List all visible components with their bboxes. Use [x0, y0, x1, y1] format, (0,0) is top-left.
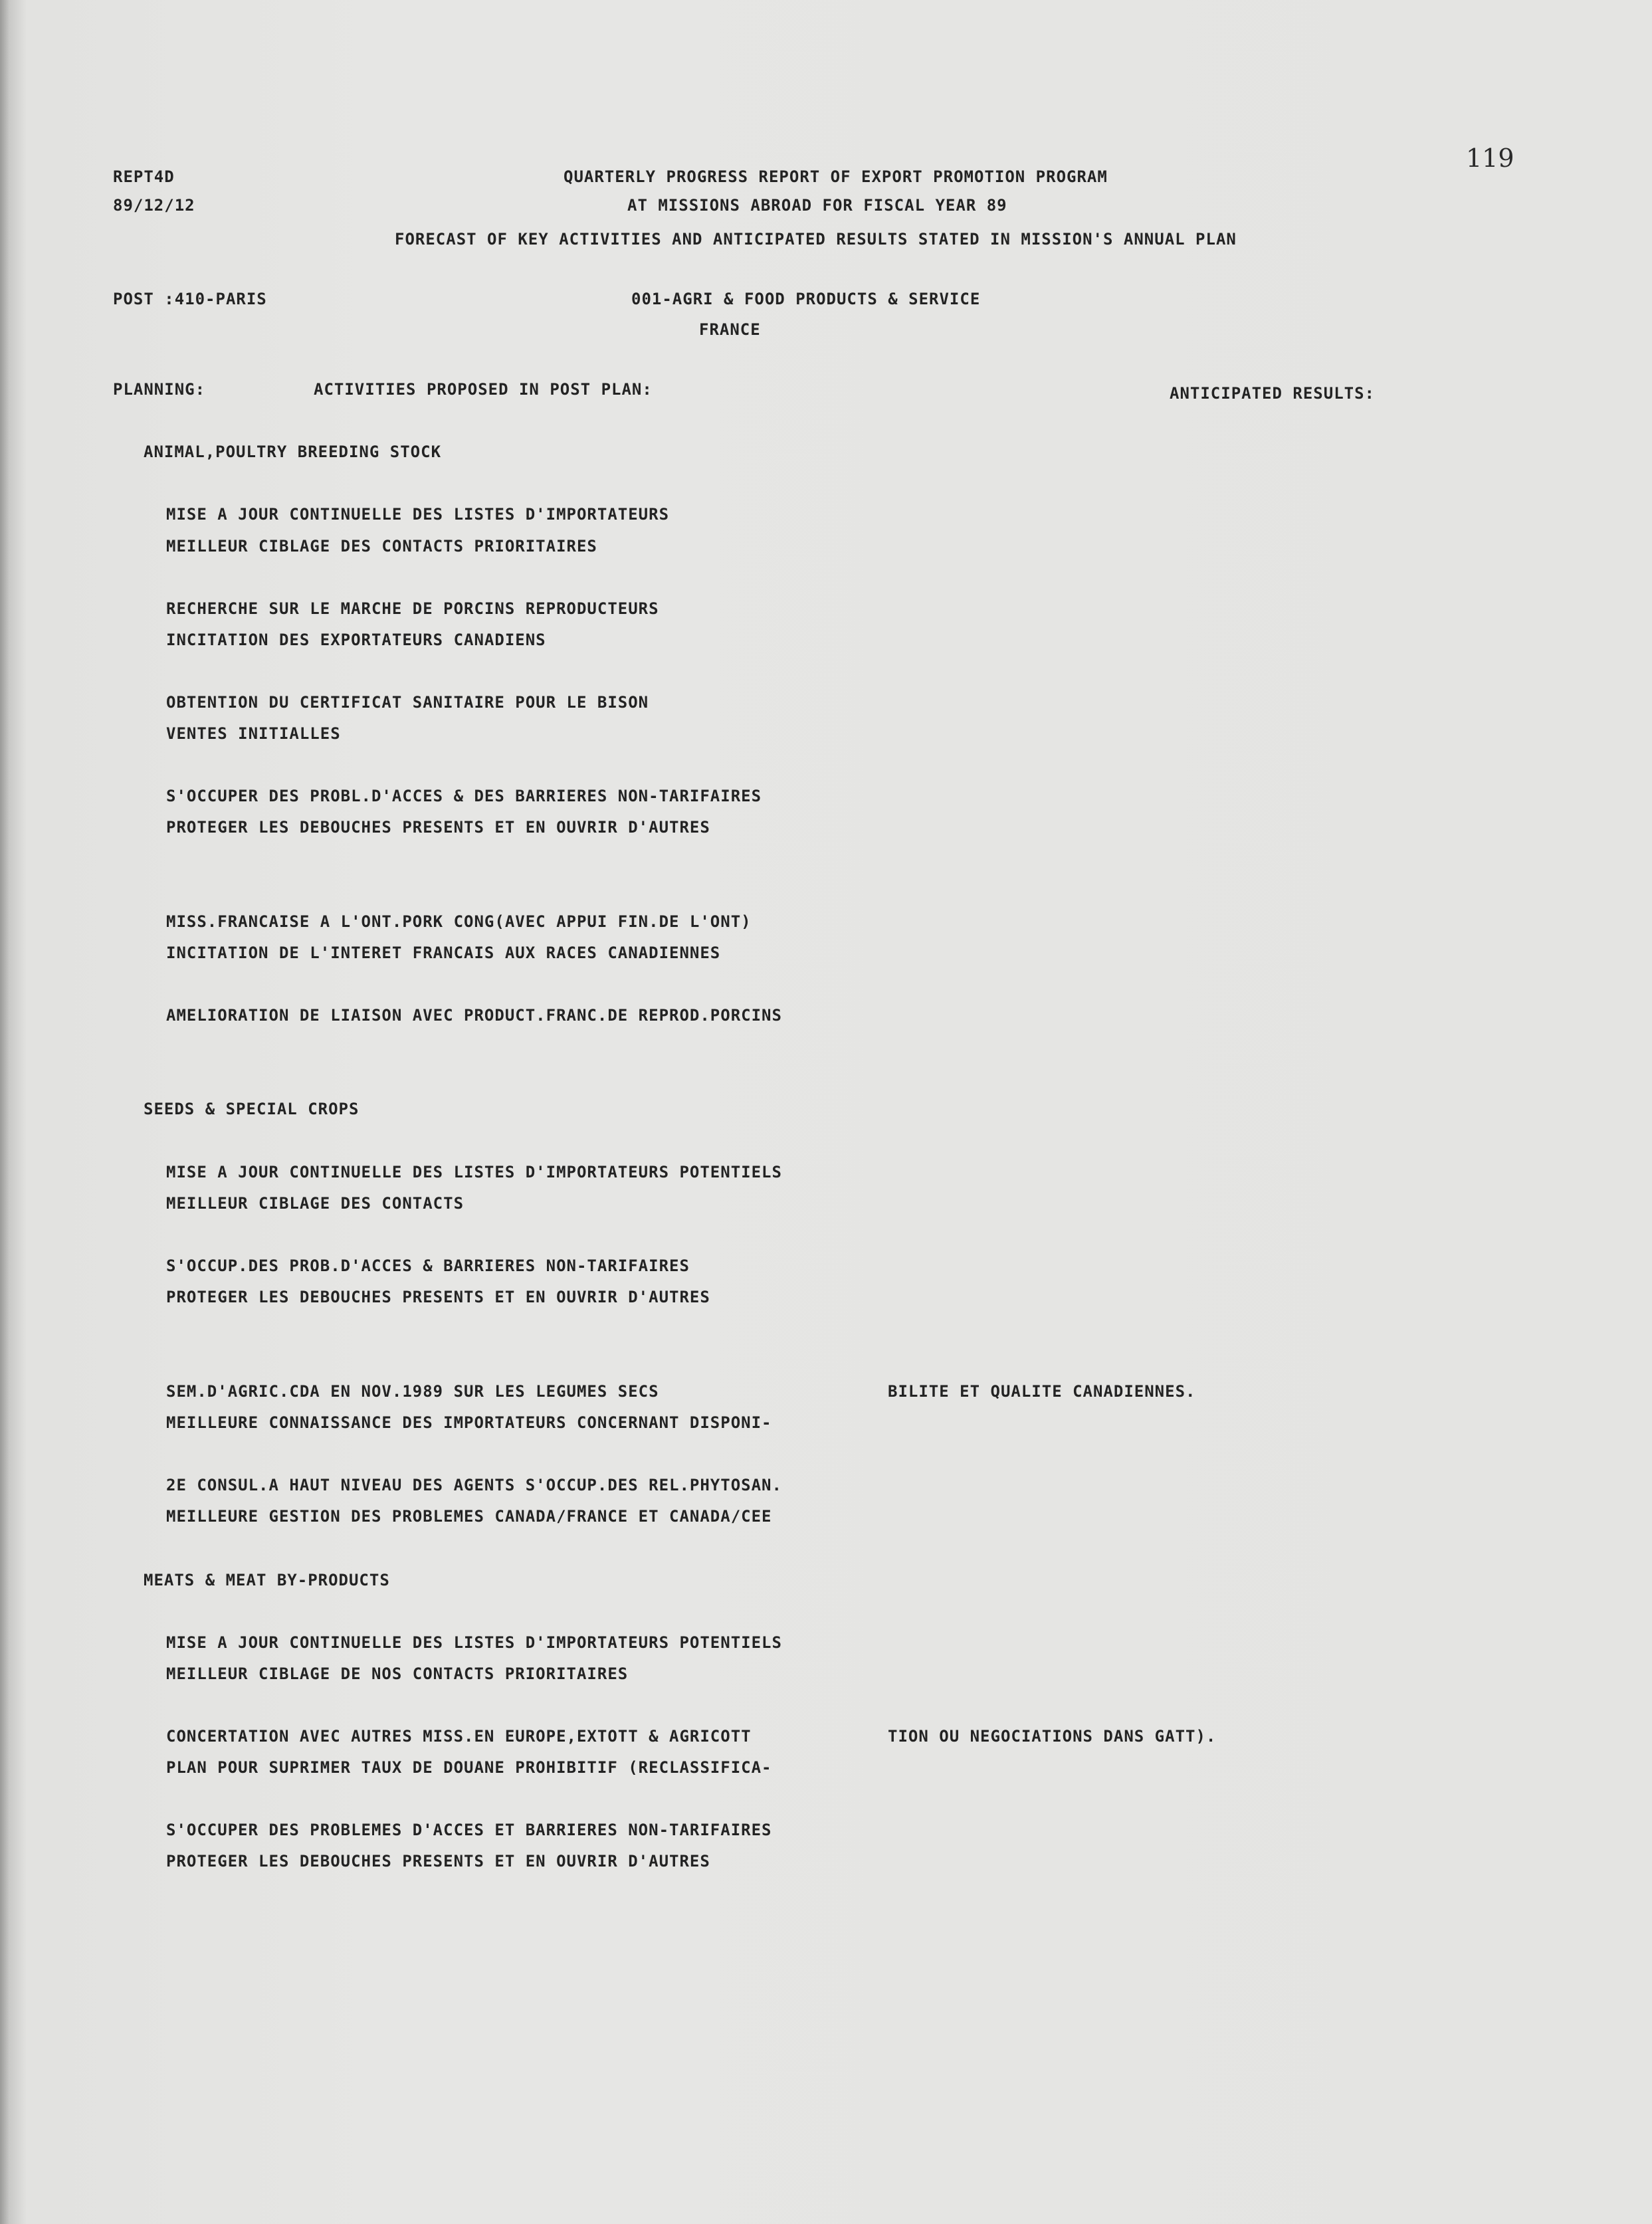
activity-line: RECHERCHE SUR LE MARCHE DE PORCINS REPRODUCTEURS	[166, 599, 659, 618]
planning-header: PLANNING:	[113, 380, 206, 399]
country-label: FRANCE	[699, 320, 761, 339]
page-number: 119	[1466, 144, 1514, 173]
activity-line: INCITATION DES EXPORTATEURS CANADIENS	[166, 631, 546, 649]
result-line: BILITE ET QUALITE CANADIENNES.	[888, 1382, 1196, 1401]
activity-line: PROTEGER LES DEBOUCHES PRESENTS ET EN OUVRIR D'AUTRES	[166, 1852, 710, 1870]
section-title-seeds: SEEDS & SPECIAL CROPS	[144, 1100, 360, 1118]
activities-header: ACTIVITIES PROPOSED IN POST PLAN:	[314, 380, 653, 399]
results-header: ANTICIPATED RESULTS:	[1170, 384, 1375, 403]
section-title-animal: ANIMAL,POULTRY BREEDING STOCK	[144, 443, 442, 461]
activity-line: S'OCCUPER DES PROBL.D'ACCES & DES BARRIERES NON-TARIFAIRES	[166, 787, 762, 805]
activity-line: MISE A JOUR CONTINUELLE DES LISTES D'IMPORTATEURS POTENTIELS	[166, 1163, 782, 1181]
activity-line: S'OCCUPER DES PROBLEMES D'ACCES ET BARRIERES NON-TARIFAIRES	[166, 1821, 772, 1839]
section-title-meats: MEATS & MEAT BY-PRODUCTS	[144, 1571, 390, 1589]
activity-line: S'OCCUP.DES PROB.D'ACCES & BARRIERES NON-TARIFAIRES	[166, 1257, 690, 1275]
activity-line: VENTES INITIALLES	[166, 724, 341, 743]
activity-line: MEILLEUR CIBLAGE DES CONTACTS	[166, 1194, 465, 1213]
activity-line: SEM.D'AGRIC.CDA EN NOV.1989 SUR LES LEGUMES SECS	[166, 1382, 659, 1401]
activity-line: MISE A JOUR CONTINUELLE DES LISTES D'IMPORTATEURS POTENTIELS	[166, 1633, 782, 1652]
activity-line: PLAN POUR SUPRIMER TAUX DE DOUANE PROHIBITIF (RECLASSIFICA-	[166, 1758, 772, 1777]
activity-line: MEILLEUR CIBLAGE DES CONTACTS PRIORITAIRES	[166, 537, 597, 556]
activity-line: INCITATION DE L'INTERET FRANCAIS AUX RACES CANADIENNES	[166, 944, 721, 962]
report-title-line1: QUARTERLY PROGRESS REPORT OF EXPORT PROMOTION PROGRAM	[564, 167, 1108, 186]
activity-line: PROTEGER LES DEBOUCHES PRESENTS ET EN OUVRIR D'AUTRES	[166, 818, 710, 837]
activity-line: PROTEGER LES DEBOUCHES PRESENTS ET EN OUVRIR D'AUTRES	[166, 1288, 710, 1306]
result-line: TION OU NEGOCIATIONS DANS GATT).	[888, 1727, 1217, 1746]
activity-line: AMELIORATION DE LIAISON AVEC PRODUCT.FRANC.DE REPROD.PORCINS	[166, 1006, 782, 1025]
activity-line: MEILLEUR CIBLAGE DE NOS CONTACTS PRIORITAIRES	[166, 1665, 629, 1683]
report-id: REPT4D	[113, 167, 175, 186]
activity-line: MISS.FRANCAISE A L'ONT.PORK CONG(AVEC APPUI FIN.DE L'ONT)	[166, 912, 752, 931]
report-title-line3: FORECAST OF KEY ACTIVITIES AND ANTICIPATED RESULTS STATED IN MISSION'S ANNUAL PLAN	[395, 230, 1237, 249]
activity-line: CONCERTATION AVEC AUTRES MISS.EN EUROPE,EXTOTT & AGRICOTT	[166, 1727, 752, 1746]
activity-line: 2E CONSUL.A HAUT NIVEAU DES AGENTS S'OCCUP.DES REL.PHYTOSAN.	[166, 1476, 782, 1494]
activity-line: OBTENTION DU CERTIFICAT SANITAIRE POUR LE BISON	[166, 693, 649, 712]
post-label: POST :410-PARIS	[113, 290, 267, 308]
report-date: 89/12/12	[113, 196, 195, 215]
activity-line: MEILLEURE CONNAISSANCE DES IMPORTATEURS CONCERNANT DISPONI-	[166, 1413, 772, 1432]
report-title-line2: AT MISSIONS ABROAD FOR FISCAL YEAR 89	[627, 196, 1007, 215]
activity-line: MEILLEURE GESTION DES PROBLEMES CANADA/FRANCE ET CANADA/CEE	[166, 1507, 772, 1526]
activity-line: MISE A JOUR CONTINUELLE DES LISTES D'IMPORTATEURS	[166, 505, 670, 524]
sector-label: 001-AGRI & FOOD PRODUCTS & SERVICE	[631, 290, 981, 308]
